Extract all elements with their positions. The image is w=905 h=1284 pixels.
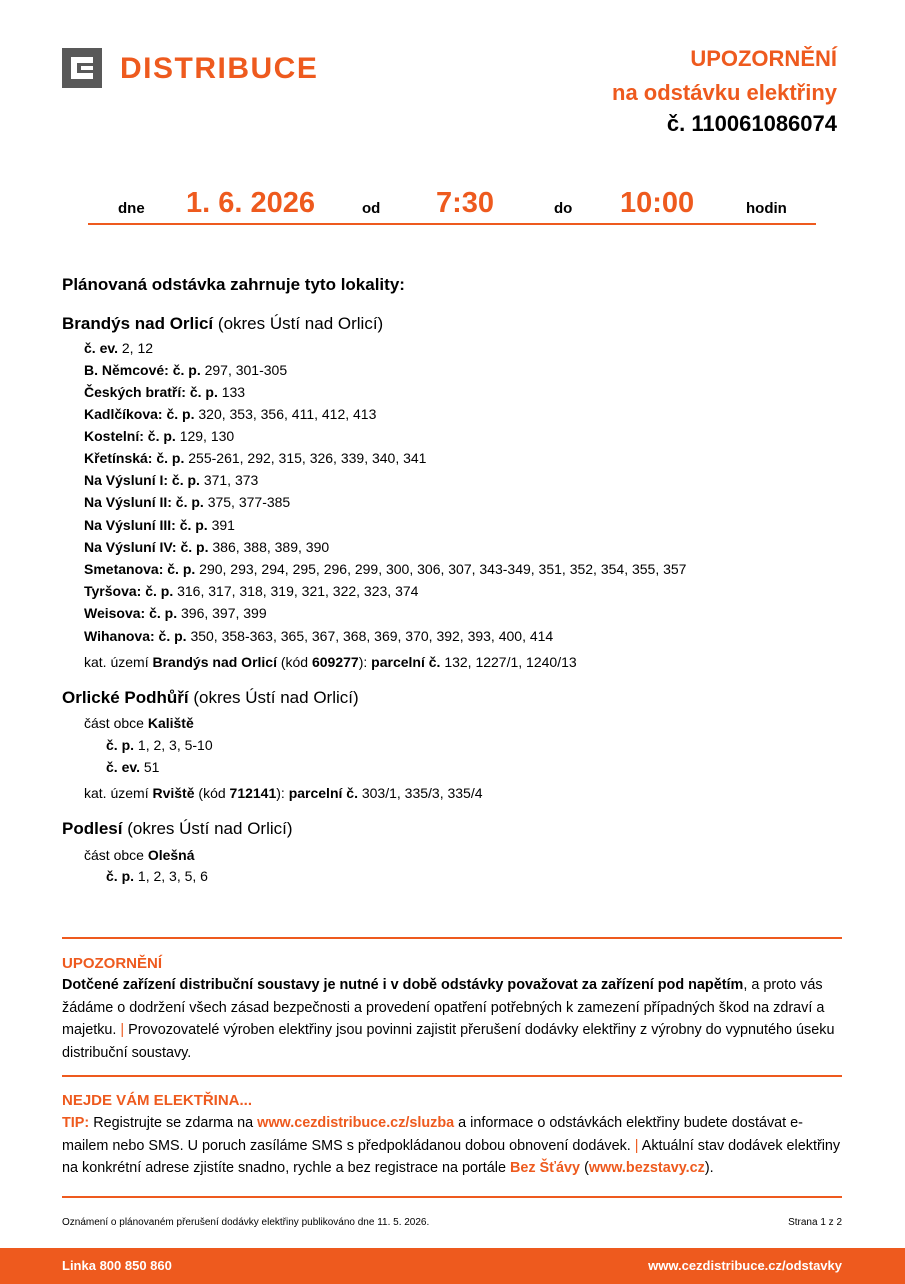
- list-item: Na Výsluní II: č. p. 375, 377-385: [84, 494, 291, 510]
- outage-date: 1. 6. 2026: [186, 187, 315, 219]
- outages-link[interactable]: www.cezdistribuce.cz/odstavky: [648, 1258, 842, 1273]
- list-item: č. p. 1, 2, 3, 5, 6: [106, 868, 208, 884]
- list-item: Křetínská: č. p. 255-261, 292, 315, 326, 339, 340, 341: [84, 450, 427, 466]
- town-district: (okres Ústí nad Orlicí): [127, 819, 293, 838]
- warning-text: Dotčené zařízení distribuční soustavy je nutné i v době odstávky považovat za zařízení pod napětím, a proto vás žádáme o dodržení všech zásad bezpečnosti a provedení opatření potřebných k zamezení případných škod na zdraví a majetku. | Provozovatelé výroben elektřiny jsou povinni zajistit přerušení dodávky elektřiny z výrobny do vypnutého úseku distribuční soustavy.: [62, 977, 835, 1061]
- town-name: Brandýs nad Orlicí: [62, 314, 214, 333]
- list-item: č. p. 1, 2, 3, 5-10: [106, 737, 213, 753]
- portal-link[interactable]: www.bezstavy.cz: [588, 1160, 705, 1176]
- no-power-title: NEJDE VÁM ELEKTŘINA...: [62, 1092, 253, 1109]
- divider: [62, 937, 842, 939]
- town-district: (okres Ústí nad Orlicí): [193, 688, 359, 707]
- time-from: 7:30: [436, 187, 495, 219]
- list-item: č. ev. 51: [106, 759, 160, 775]
- list-item: Smetanova: č. p. 290, 293, 294, 295, 296, 299, 300, 306, 307, 343-349, 351, 352, 354, 355, 357: [84, 561, 687, 577]
- town-name: Podlesí: [62, 819, 123, 838]
- town-name: Orlické Podhůří: [62, 688, 189, 707]
- list-item: Na Výsluní IV: č. p. 386, 388, 389, 390: [84, 539, 330, 555]
- warning-title: UPOZORNĚNÍ: [62, 955, 163, 972]
- notice-title: UPOZORNĚNÍ: [690, 46, 837, 71]
- cadastral-row: kat. území Rviště (kód 712141): parcelní č. 303/1, 335/3, 335/4: [84, 785, 483, 801]
- list-item: Na Výsluní I: č. p. 371, 373: [84, 472, 259, 488]
- notice-number: č. 110061086074: [666, 111, 837, 136]
- town-district: (okres Ústí nad Orlicí): [217, 314, 384, 333]
- label-to: do: [554, 200, 573, 217]
- logo-text: DISTRIBUCE: [120, 52, 319, 85]
- hotline-text: Linka 800 850 860: [62, 1258, 172, 1273]
- divider: [62, 1196, 842, 1198]
- municipality-part: část obce Kaliště: [84, 715, 194, 731]
- list-item: Kadlčíkova: č. p. 320, 353, 356, 411, 412, 413: [84, 406, 377, 422]
- list-item: Kostelní: č. p. 129, 130: [84, 428, 235, 444]
- page-number: Strana 1 z 2: [788, 1217, 842, 1228]
- divider: [62, 1075, 842, 1077]
- list-item: Weisova: č. p. 396, 397, 399: [84, 605, 267, 621]
- town-heading: [62, 818, 293, 840]
- publication-note: Oznámení o plánovaném přerušení dodávky elektřiny publikováno dne 11. 5. 2026.: [62, 1217, 430, 1228]
- label-from: od: [362, 200, 381, 217]
- town-heading: [62, 313, 383, 335]
- list-item: B. Němcové: č. p. 297, 301-305: [84, 362, 288, 378]
- time-to: 10:00: [620, 187, 695, 219]
- localities-heading: Plánovaná odstávka zahrnuje tyto lokality:: [62, 275, 405, 294]
- list-item: č. ev. 2, 12: [84, 340, 154, 356]
- list-item: Českých bratří: č. p. 133: [84, 384, 246, 400]
- list-item: Tyršova: č. p. 316, 317, 318, 319, 321, 322, 323, 374: [84, 583, 419, 599]
- list-item: Na Výsluní III: č. p. 391: [84, 517, 235, 533]
- registration-link[interactable]: www.cezdistribuce.cz/sluzba: [257, 1115, 455, 1131]
- portal-name: Bez Šťávy: [509, 1160, 581, 1176]
- label-hours: hodin: [746, 200, 787, 217]
- cadastral-row: kat. území Brandýs nad Orlicí (kód 609277): parcelní č. 132, 1227/1, 1240/13: [84, 654, 577, 670]
- divider: [88, 223, 816, 225]
- logo-icon: [62, 48, 102, 88]
- town-heading: [62, 687, 359, 709]
- municipality-part: část obce Olešná: [84, 847, 195, 863]
- no-power-text: TIP: Registrujte se zdarma na www.cezdistribuce.cz/sluzba a informace o odstávkách elektřiny budete dostávat e-mailem nebo SMS. U poruch zasíláme SMS s předpokládanou dobou obnovení dodávek. | Aktuální stav dodávek elektřiny na konkrétní adrese zjistíte snadno, rychle a bez registrace na portále Bez Šťávy (www.bezstavy.cz).: [62, 1115, 841, 1176]
- list-item: Wihanova: č. p. 350, 358-363, 365, 367, 368, 369, 370, 392, 393, 400, 414: [84, 628, 554, 644]
- notice-subtitle: na odstávku elektřiny: [612, 80, 837, 105]
- label-day: dne: [118, 200, 145, 217]
